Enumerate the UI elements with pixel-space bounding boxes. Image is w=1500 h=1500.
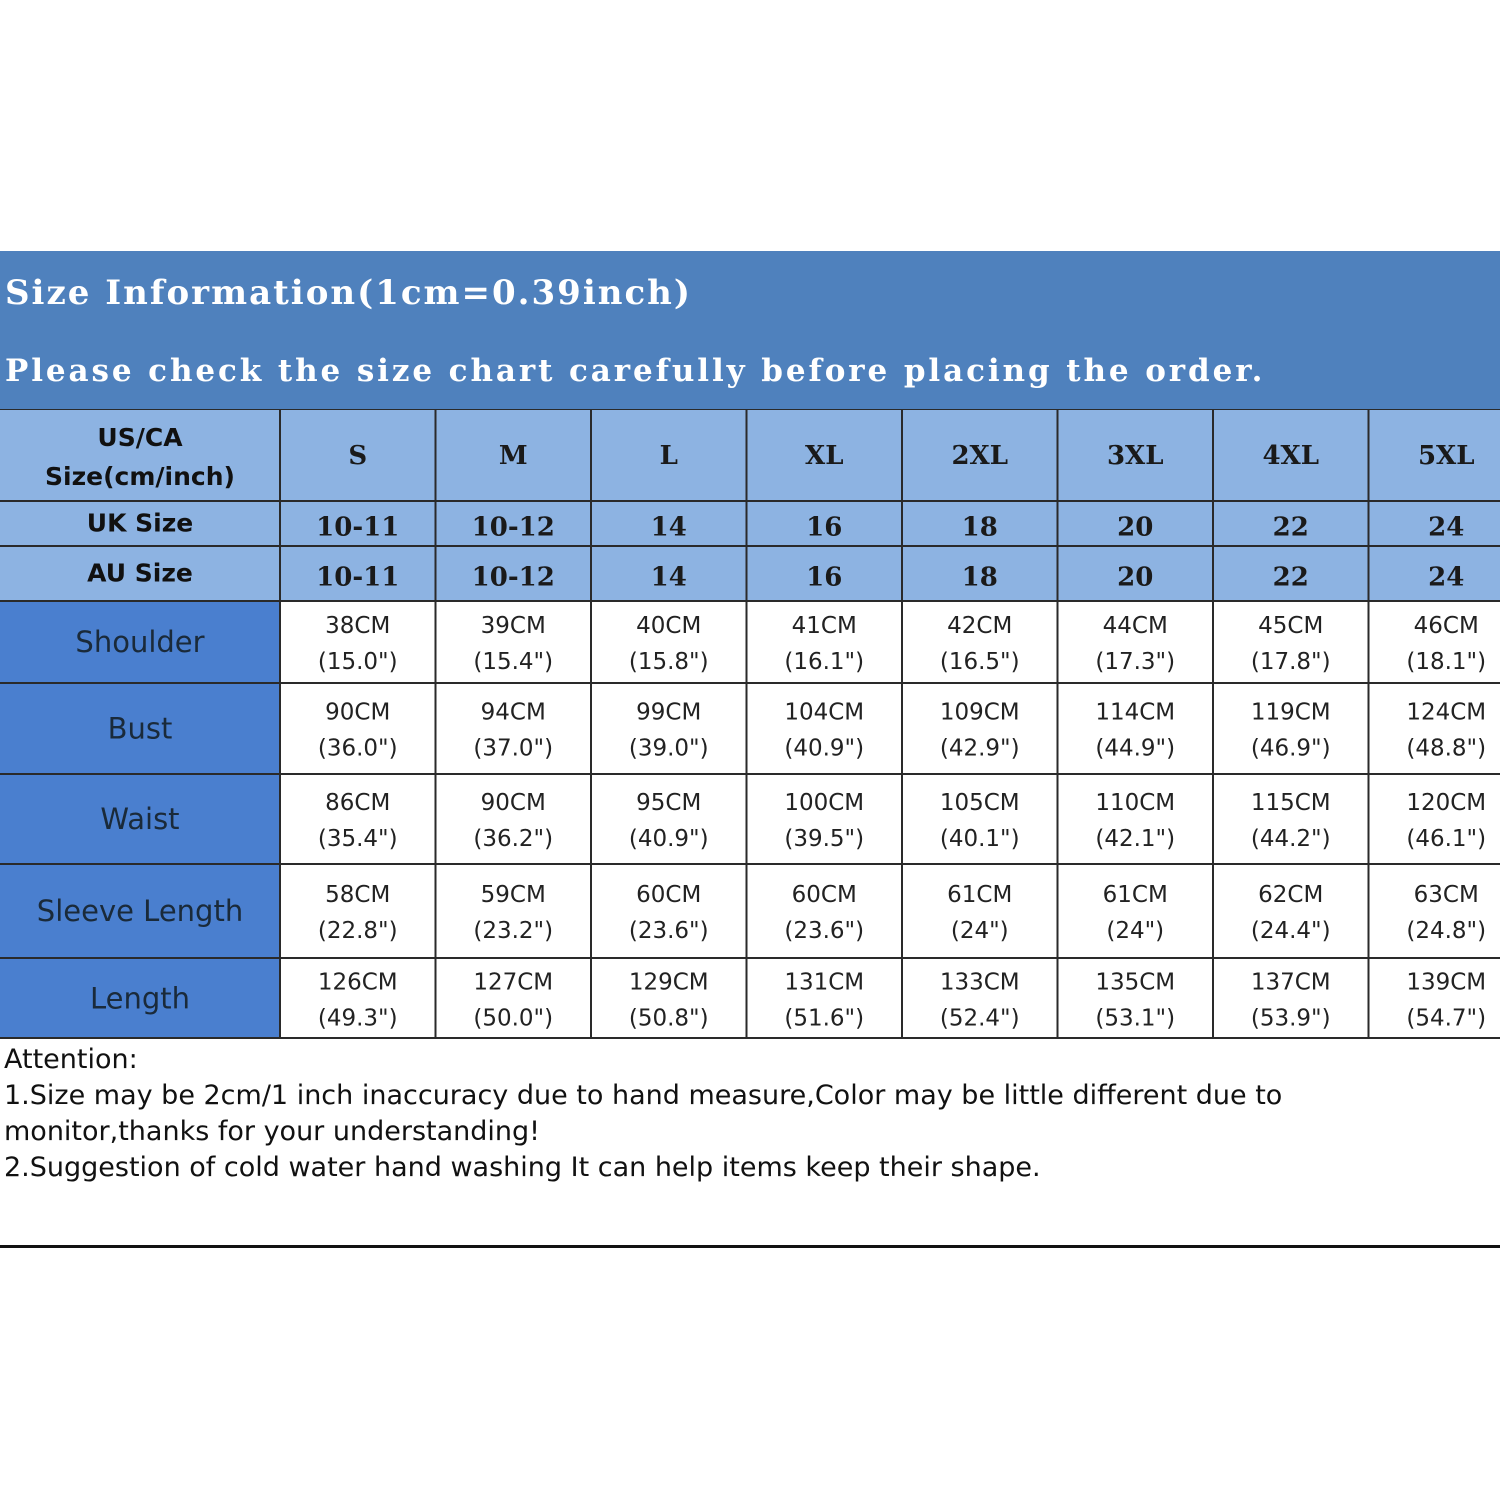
measurement-cm-value: 109CM (939, 699, 1020, 726)
measurement-inch-value: (51.6") (784, 1005, 865, 1032)
measurement-inch-value: (40.1") (939, 826, 1020, 852)
measurement-cm-value: 99CM (636, 699, 702, 726)
measurement-inch-value: (39.0") (628, 735, 709, 762)
size-header-l: L (659, 441, 678, 471)
size-cell: 18 (961, 512, 998, 543)
measurement-cm-value: 44CM (1102, 613, 1168, 639)
measurement-inch-value: (24") (950, 918, 1009, 944)
measurement-cm-value: 127CM (473, 969, 554, 996)
measurement-cm-value: 120CM (1406, 790, 1487, 816)
size-cell: 22 (1272, 562, 1309, 593)
measurement-label-sleeve-length: Sleeve Length (36, 894, 244, 928)
measurement-inch-value: (50.0") (473, 1005, 554, 1032)
measurement-inch-value: (46.9") (1250, 735, 1331, 762)
measurement-cm-value: 95CM (636, 790, 702, 816)
measurement-cm-value: 114CM (1095, 699, 1176, 726)
measurement-inch-value: (42.1") (1095, 826, 1176, 852)
measurement-inch-value: (53.1") (1095, 1005, 1176, 1032)
measurement-inch-value: (36.0") (317, 735, 398, 762)
measurement-inch-value: (17.3") (1095, 649, 1176, 675)
chart-title: Size Information(1cm=0.39inch) (5, 273, 692, 313)
measurement-cm-value: 62CM (1258, 882, 1324, 908)
size-header-m: M (498, 441, 528, 471)
measurement-cm-value: 105CM (939, 790, 1020, 816)
measurement-inch-value: (16.1") (784, 649, 865, 675)
size-cell: 24 (1428, 512, 1465, 543)
size-cell: 22 (1272, 512, 1309, 543)
size-cell: 10-11 (316, 512, 400, 543)
row-label-uk-size: UK Size (86, 508, 194, 538)
attention-heading: Attention: (4, 1044, 138, 1075)
measurement-cm-value: 129CM (628, 969, 709, 996)
measurement-inch-value: (44.9") (1095, 735, 1176, 762)
size-info-banner (0, 251, 1500, 409)
measurement-inch-value: (53.9") (1250, 1005, 1331, 1032)
measurement-cm-value: 63CM (1413, 882, 1479, 908)
measurement-label-bust: Bust (107, 711, 173, 746)
measurement-cm-value: 110CM (1095, 790, 1176, 816)
size-cell: 24 (1428, 562, 1465, 593)
measurement-cm-value: 41CM (791, 613, 857, 639)
size-cell: 14 (650, 512, 687, 543)
measurement-cm-value: 94CM (480, 699, 546, 726)
measurement-inch-value: (22.8") (317, 918, 398, 944)
size-cell: 16 (806, 512, 843, 543)
measurement-inch-value: (50.8") (628, 1005, 709, 1032)
measurement-cm-value: 59CM (480, 882, 546, 908)
measurement-inch-value: (49.3") (317, 1005, 398, 1032)
measurement-inch-value: (40.9") (784, 735, 865, 762)
measurement-inch-value: (15.4") (473, 649, 554, 675)
measurement-inch-value: (52.4") (939, 1005, 1020, 1032)
row-label-au-size: AU Size (87, 558, 193, 588)
measurement-cm-value: 135CM (1095, 969, 1176, 996)
measurement-inch-value: (42.9") (939, 735, 1020, 762)
measurement-cm-value: 42CM (947, 613, 1013, 639)
measurement-cm-value: 58CM (325, 882, 391, 908)
measurement-inch-value: (39.5") (784, 826, 865, 852)
measurement-inch-value: (35.4") (317, 826, 398, 852)
bottom-divider (0, 1245, 1500, 1248)
size-cell: 10-12 (471, 512, 555, 543)
measurement-label-shoulder: Shoulder (75, 625, 205, 659)
attention-notes (4, 1042, 1474, 1186)
measurement-inch-value: (36.2") (473, 826, 554, 852)
measurement-cm-value: 124CM (1406, 699, 1487, 726)
measurement-cm-value: 100CM (784, 790, 865, 816)
measurement-inch-value: (40.9") (628, 826, 709, 852)
chart-subtitle: Please check the size chart carefully before placing the order. (5, 353, 1266, 389)
measurement-cm-value: 86CM (325, 790, 391, 816)
size-header-2xl: 2XL (951, 441, 1009, 471)
measurement-inch-value: (44.2") (1250, 826, 1331, 852)
measurement-cm-value: 139CM (1406, 969, 1487, 996)
size-cell: 10-12 (471, 562, 555, 593)
size-header-xl: XL (805, 441, 844, 471)
measurement-inch-value: (23.6") (628, 918, 709, 944)
size-header-5xl: 5XL (1417, 441, 1475, 471)
measurement-inch-value: (17.8") (1250, 649, 1331, 675)
size-table (0, 409, 1500, 1041)
measurement-inch-value: (15.0") (317, 649, 398, 675)
size-cell: 10-11 (316, 562, 400, 593)
measurement-cm-value: 126CM (317, 969, 398, 996)
measurement-cm-value: 90CM (325, 699, 391, 726)
measurement-cm-value: 45CM (1258, 613, 1324, 639)
size-cell: 20 (1117, 512, 1154, 543)
measurement-label-waist: Waist (100, 802, 180, 836)
measurement-inch-value: (18.1") (1406, 649, 1487, 675)
size-header-4xl: 4XL (1262, 441, 1320, 471)
measurement-inch-value: (48.8") (1406, 735, 1487, 762)
header-label-line-1: US/CA (97, 423, 183, 452)
measurement-cm-value: 61CM (947, 882, 1013, 908)
measurement-inch-value: (24.4") (1250, 918, 1331, 944)
measurement-cm-value: 38CM (325, 613, 391, 639)
measurement-cm-value: 46CM (1413, 613, 1479, 639)
size-cell: 14 (650, 562, 687, 593)
measurement-cm-value: 60CM (791, 882, 857, 908)
measurement-cm-value: 131CM (784, 969, 865, 996)
size-cell: 18 (961, 562, 998, 593)
measurement-inch-value: (15.8") (628, 649, 709, 675)
header-label-line-2: Size(cm/inch) (45, 462, 235, 491)
measurement-inch-value: (24.8") (1406, 918, 1487, 944)
attention-note-1: 1.Size may be 2cm/1 inch inaccuracy due to hand measure,Color may be little different due to monitor,thanks for your understanding! (4, 1080, 1283, 1147)
measurement-label-length: Length (89, 981, 191, 1016)
measurement-cm-value: 119CM (1250, 699, 1331, 726)
measurement-cm-value: 40CM (636, 613, 702, 639)
size-header-s: S (348, 441, 368, 471)
measurement-inch-value: (16.5") (939, 649, 1020, 675)
measurement-cm-value: 133CM (939, 969, 1020, 996)
measurement-inch-value: (23.6") (784, 918, 865, 944)
size-cell: 20 (1117, 562, 1154, 593)
measurement-cm-value: 115CM (1250, 790, 1331, 816)
measurement-inch-value: (24") (1106, 918, 1165, 944)
measurement-inch-value: (23.2") (473, 918, 554, 944)
size-cell: 16 (806, 562, 843, 593)
measurement-inch-value: (46.1") (1406, 826, 1487, 852)
measurement-cm-value: 90CM (480, 790, 546, 816)
attention-note-2: 2.Suggestion of cold water hand washing It can help items keep their shape. (4, 1152, 1041, 1183)
measurement-inch-value: (37.0") (473, 735, 554, 762)
size-header-3xl: 3XL (1106, 441, 1164, 471)
measurement-cm-value: 61CM (1102, 882, 1168, 908)
measurement-cm-value: 104CM (784, 699, 865, 726)
measurement-cm-value: 60CM (636, 882, 702, 908)
measurement-cm-value: 39CM (480, 613, 546, 639)
measurement-cm-value: 137CM (1250, 969, 1331, 996)
measurement-inch-value: (54.7") (1406, 1005, 1487, 1032)
